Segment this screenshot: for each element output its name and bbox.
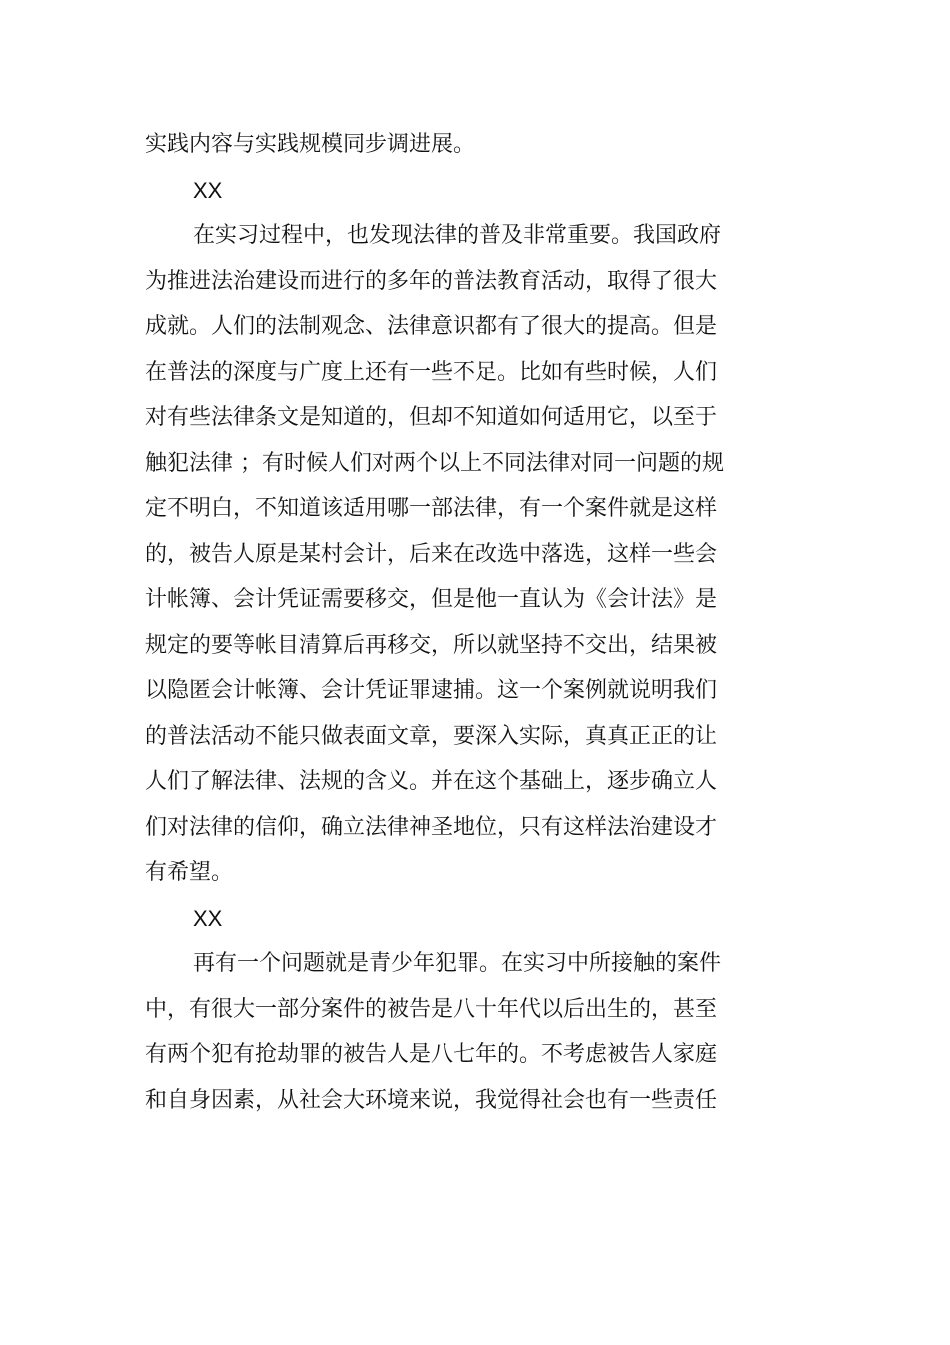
- paragraph-line: 触犯法律 ；有时候人们对两个以上不同法律对同一问题的规: [145, 450, 724, 476]
- paragraph-line: 规定的要等帐目清算后再移交，所以就坚持不交出，结果被: [145, 632, 718, 658]
- paragraph-line: 定不明白，不知道该适用哪一部法律，有一个案件就是这样: [145, 496, 718, 521]
- paragraph-line: 中，有很大一部分案件的被告是八十年代以后出生的，甚至: [145, 996, 718, 1022]
- paragraph-continuation-line: 实践内容与实践规模同步调进展。: [145, 132, 476, 157]
- paragraph-line: 成就。人们的法制观念、法律意识都有了很大的提高。但是: [145, 314, 718, 339]
- paragraph-line: 的，被告人原是某村会计，后来在改选中落选，这样一些会: [145, 541, 718, 567]
- paragraph-line: 有希望。: [145, 860, 234, 885]
- section-marker: XX: [193, 177, 223, 203]
- paragraph-line: 再有一个问题就是青少年犯罪。在实习中所接触的案件: [193, 951, 722, 976]
- paragraph-line: 和自身因素，从社会大环境来说，我觉得社会也有一些责任: [145, 1087, 718, 1113]
- paragraph-line: 对有些法律条文是知道的，但却不知道如何适用它，以至于: [145, 405, 718, 430]
- paragraph-line: 有两个犯有抢劫罪的被告人是八七年的。不考虑被告人家庭: [145, 1042, 718, 1067]
- paragraph-line: 为推进法治建设而进行的多年的普法教育活动，取得了很大: [145, 268, 718, 294]
- document-body: [145, 122, 745, 1123]
- paragraph-line: 们对法律的信仰，确立法律神圣地位，只有这样法治建设才: [145, 814, 718, 840]
- section-marker: XX: [193, 905, 223, 931]
- paragraph-line: 的普法活动不能只做表面文章，要深入实际，真真正正的让: [145, 723, 718, 749]
- paragraph-line: 在普法的深度与广度上还有一些不足。比如有些时候，人们: [145, 359, 718, 385]
- paragraph-line: 在实习过程中，也发现法律的普及非常重要。我国政府: [193, 223, 722, 248]
- paragraph-line: 计帐簿、会计凭证需要移交，但是他一直认为《会计法》是: [145, 587, 718, 612]
- paragraph-line: 以隐匿会计帐簿、会计凭证罪逮捕。这一个案例就说明我们: [145, 678, 718, 703]
- paragraph-line: 人们了解法律、法规的含义。并在这个基础上，逐步确立人: [145, 769, 718, 794]
